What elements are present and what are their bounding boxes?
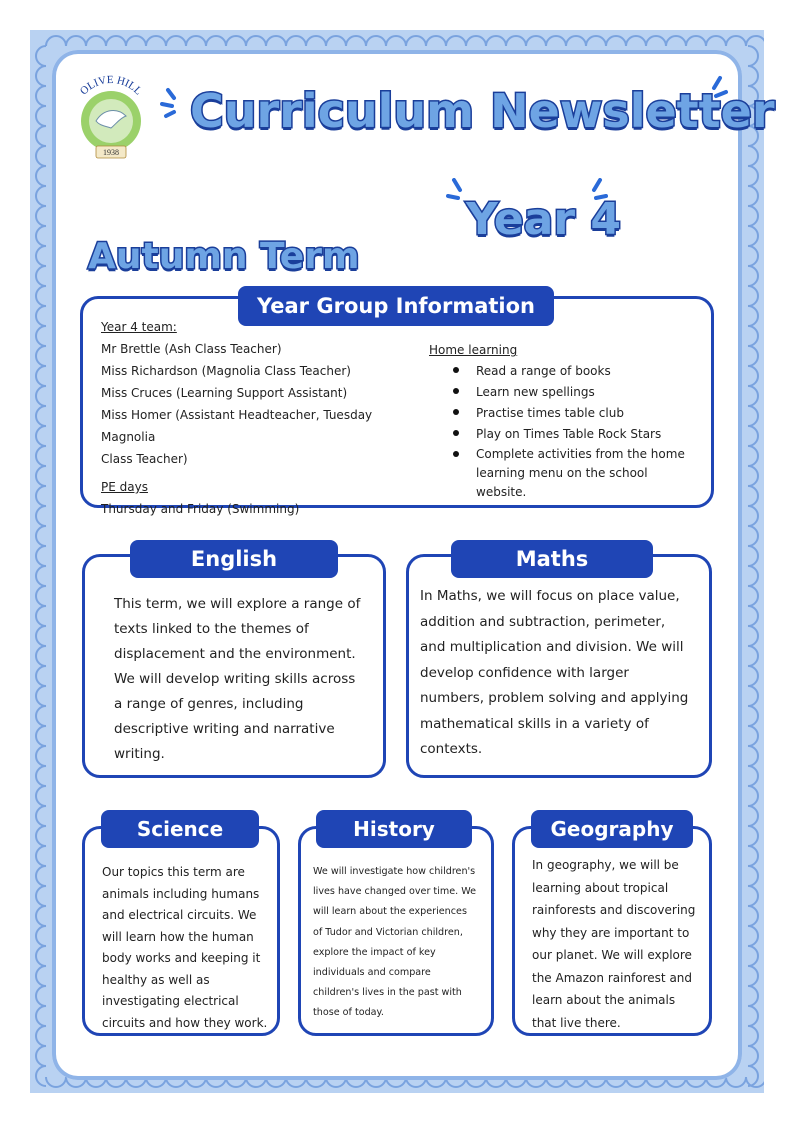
- science-text: Our topics this term are animals including humans and electrical circuits. We will learn how the human body works and keeping it healthy as well as investigating electrical circuits and how they work.: [102, 865, 268, 1030]
- pe-heading: PE days: [101, 480, 148, 494]
- science-header: Science: [101, 810, 259, 848]
- home-learning-heading: Home learning: [429, 343, 518, 357]
- english-text: This term, we will explore a range of texts linked to the themes of displacement and the environment. We will develop writing skills across a range of genres, including descriptive writing and narrative writing.: [114, 596, 361, 762]
- history-header: History: [316, 810, 472, 848]
- geography-text: In geography, we will be learning about tropical rainforests and discovering why they are important to our planet. We will explore the Amazon rainforest and learn about the animals that live there.: [532, 858, 696, 1030]
- team-member: Mr Brettle (Ash Class Teacher): [101, 342, 282, 356]
- home-learning-item: Play on Times Table Rock Stars: [429, 424, 699, 445]
- year-title: Year 4: [466, 194, 621, 245]
- team-heading: Year 4 team:: [101, 320, 177, 334]
- logo-year: 1938: [103, 148, 119, 157]
- pe-text: Thursday and Friday (Swimming): [101, 502, 300, 516]
- home-learning-item: Learn new spellings: [429, 382, 699, 403]
- newsletter-title: Curriculum Newsletter: [190, 84, 775, 138]
- term-title: Autumn Term: [88, 236, 360, 277]
- maths-header: Maths: [451, 540, 653, 578]
- history-text: We will investigate how children's lives have changed over time. We will learn about the experiences of Tudor and Victorian children, explore the impact of key individuals and compare children's lives in the past with those of today.: [313, 866, 477, 1019]
- logo-school-name: OLIVE HILL: [77, 73, 145, 98]
- home-learning-item: Complete activities from the home learning menu on the school website.: [429, 445, 699, 502]
- geography-header: Geography: [531, 810, 693, 848]
- team-member: Miss Homer (Assistant Headteacher, Tuesday Magnolia: [101, 408, 373, 444]
- home-learning-item: Read a range of books: [429, 361, 699, 382]
- school-logo: [66, 66, 156, 162]
- maths-text: In Maths, we will focus on place value, addition and subtraction, perimeter, and multiplication and division. We will develop confidence with larger numbers, problem solving and applying mathematical skills in a variety of contexts.: [420, 588, 689, 757]
- year-info-header: Year Group Information: [238, 286, 554, 326]
- home-learning-section: [429, 340, 699, 502]
- english-header: English: [130, 540, 338, 578]
- team-member: Class Teacher): [101, 452, 188, 466]
- home-learning-item: Practise times table club: [429, 403, 699, 424]
- sparkle-icon: [160, 84, 190, 124]
- team-member: Miss Richardson (Magnolia Class Teacher): [101, 364, 351, 378]
- team-section: [101, 316, 421, 520]
- team-member: Miss Cruces (Learning Support Assistant): [101, 386, 348, 400]
